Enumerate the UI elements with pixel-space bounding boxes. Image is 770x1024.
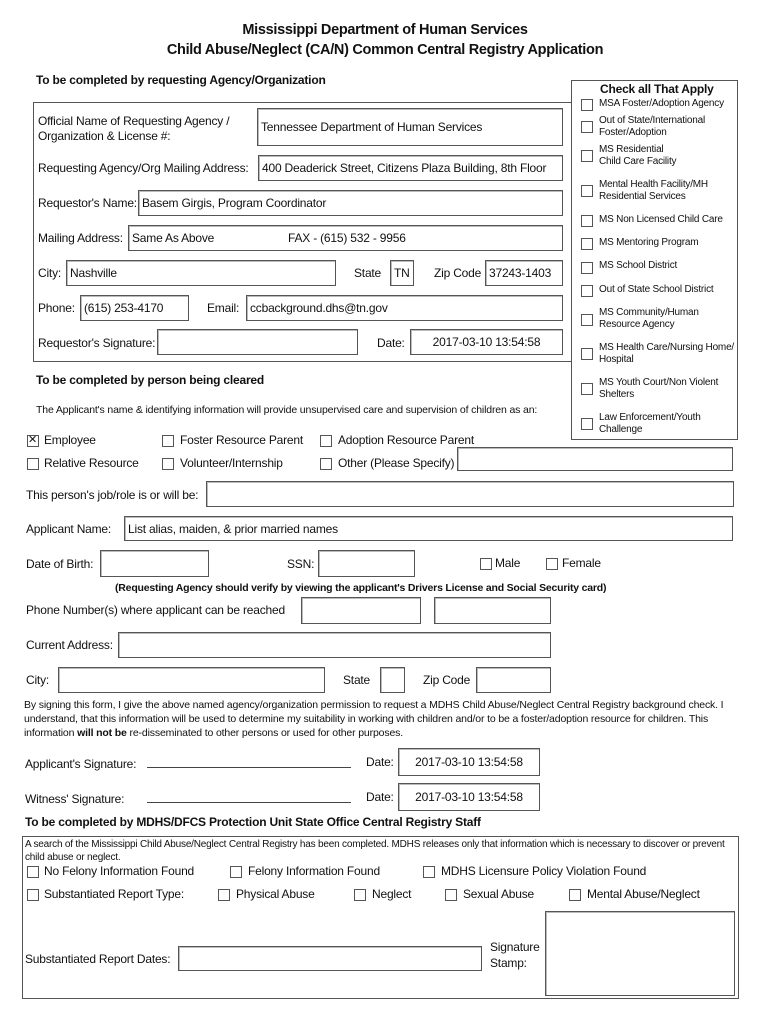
requestor-name-label: Requestor's Name:	[38, 196, 137, 210]
zip-field[interactable]: 37243-1403	[485, 260, 563, 286]
witness-signature-label: Witness' Signature:	[25, 792, 125, 806]
checkbox[interactable]	[581, 285, 593, 297]
checkbox[interactable]	[581, 238, 593, 250]
check-item-label-2: Resource Agency	[599, 319, 675, 330]
requestor-date-label: Date:	[377, 336, 405, 350]
checkbox[interactable]	[581, 99, 593, 111]
checkbox[interactable]	[581, 383, 593, 395]
mailing-label: Mailing Address:	[38, 231, 123, 245]
form-title-line2: Child Abuse/Neglect (CA/N) Common Central Registry Application	[166, 42, 604, 58]
requestor-signature-field[interactable]	[157, 329, 358, 355]
report-type-neglect[interactable]	[354, 887, 434, 903]
check-item-label: Law Enforcement/Youth	[599, 412, 701, 423]
finding-felony[interactable]	[230, 864, 400, 880]
job-role-field[interactable]	[206, 481, 734, 507]
role-relative-resource[interactable]	[26, 456, 156, 472]
report-type-label: Sexual Abuse	[463, 887, 534, 901]
finding-licensure-violation[interactable]	[423, 864, 673, 880]
male-checkbox[interactable]	[480, 558, 492, 570]
check-item-label: MS Mentoring Program	[599, 237, 699, 248]
role-other[interactable]	[320, 456, 460, 472]
gender-male[interactable]	[480, 556, 540, 572]
applicant-phone-1-field[interactable]	[301, 597, 421, 624]
email-field[interactable]: ccbackground.dhs@tn.gov	[246, 295, 563, 321]
applicant-name-field[interactable]: List alias, maiden, & prior married names	[124, 516, 733, 541]
role-label: Volunteer/Internship	[180, 456, 283, 470]
mailing-value: Same As Above	[132, 231, 215, 245]
check-all-heading: Check all That Apply	[600, 82, 714, 96]
check-item-6[interactable]	[580, 259, 735, 279]
applicant-state-label: State	[343, 673, 371, 687]
checkbox[interactable]	[581, 418, 593, 430]
mailing-address-field[interactable]: 400 Deaderick Street, Citizens Plaza Building, 8th Floor	[258, 155, 563, 181]
gender-female[interactable]	[546, 556, 616, 572]
check-item-label: MS Non Licensed Child Care	[599, 214, 723, 225]
ssn-label: SSN:	[287, 557, 315, 571]
current-address-field[interactable]	[118, 632, 551, 658]
no-felony-checkbox[interactable]	[27, 866, 39, 878]
finding-label: No Felony Information Found	[44, 864, 195, 878]
role-foster-resource-parent[interactable]	[162, 433, 312, 449]
check-item-label: Mental Health Facility/MH	[599, 179, 708, 190]
check-item-label-2: Foster/Adoption	[599, 127, 667, 138]
requestor-signature-label: Requestor's Signature:	[38, 336, 156, 350]
ssn-field[interactable]	[318, 550, 415, 577]
employee-checkbox[interactable]	[27, 435, 39, 447]
finding-label: Felony Information Found	[248, 864, 380, 878]
dob-label: Date of Birth:	[26, 557, 94, 571]
check-item-0[interactable]	[580, 97, 735, 117]
neglect-checkbox[interactable]	[354, 889, 366, 901]
report-dates-label: Substantiated Report Dates:	[25, 952, 171, 966]
foster-parent-checkbox[interactable]	[162, 435, 174, 447]
search-note: A search of the Mississippi Child Abuse/Neglect Central Registry has been completed. MDHS releases only that information which is necessary to discover or prevent child abuse or neglect.	[25, 839, 725, 863]
consent-text-1: By signing this form, I give the above named agency/organization permission to request a MDHS Child Abuse/Neglect Central Registry background check. I understand, that this information will be used to determine my suitability in working with children and/or to be a foster/adoption resource for children. This information	[24, 699, 724, 739]
check-item-label: MS School District	[599, 260, 678, 271]
checkbox[interactable]	[581, 215, 593, 227]
check-item-label: MSA Foster/Adoption Agency	[599, 98, 724, 109]
mailing-field[interactable]	[128, 225, 563, 251]
fax-value: FAX - (615) 532 - 9956	[288, 231, 406, 245]
check-item-1[interactable]	[580, 115, 735, 143]
mental-abuse-checkbox[interactable]	[569, 889, 581, 901]
role-volunteer-internship[interactable]	[162, 456, 312, 472]
applicant-intro: The Applicant's name & identifying information will provide unsupervised care and supervision of children as an:	[36, 404, 538, 416]
check-item-label: Out of State/International	[599, 115, 705, 126]
witness-signature-line[interactable]	[147, 802, 351, 803]
witness-date-field[interactable]: 2017-03-10 13:54:58	[398, 783, 540, 811]
felony-checkbox[interactable]	[230, 866, 242, 878]
role-label: Relative Resource	[44, 456, 139, 470]
requestor-date-field[interactable]: 2017-03-10 13:54:58	[410, 329, 563, 355]
check-item-4[interactable]	[580, 213, 735, 233]
role-label: Other (Please Specify)	[338, 456, 455, 470]
check-item-label-2: Residential Services	[599, 191, 686, 202]
applicant-city-label: City:	[26, 673, 50, 687]
applicant-phone-label: Phone Number(s) where applicant can be reached	[26, 603, 285, 617]
official-name-field[interactable]: Tennessee Department of Human Services	[257, 108, 563, 146]
signature-stamp-label-2: Stamp:	[490, 956, 527, 970]
checkbox[interactable]	[581, 185, 593, 197]
licensure-violation-checkbox[interactable]	[423, 866, 435, 878]
check-item-label-2: Hospital	[599, 354, 634, 365]
male-label: Male	[495, 556, 521, 570]
consent-text-2: re-disseminated to other persons or used for other purposes.	[126, 727, 404, 739]
volunteer-checkbox[interactable]	[162, 458, 174, 470]
state-field[interactable]: TN	[390, 260, 414, 286]
agency-section-heading: To be completed by requesting Agency/Organization	[36, 73, 326, 87]
check-item-8[interactable]	[580, 306, 735, 334]
report-type-substantiated[interactable]	[26, 887, 206, 903]
relative-resource-checkbox[interactable]	[27, 458, 39, 470]
check-item-label: MS Youth Court/Non Violent	[599, 377, 719, 388]
report-type-physical-abuse[interactable]	[218, 887, 338, 903]
checkbox[interactable]	[581, 314, 593, 326]
checkbox[interactable]	[581, 348, 593, 360]
adoption-parent-checkbox[interactable]	[320, 435, 332, 447]
applicant-phone-2-field[interactable]	[434, 597, 551, 624]
check-item-11[interactable]	[580, 411, 735, 439]
official-name-label-1: Official Name of Requesting Agency /	[38, 114, 230, 128]
check-item-5[interactable]	[580, 236, 735, 256]
job-role-label: This person's job/role is or will be:	[26, 488, 199, 502]
physical-abuse-checkbox[interactable]	[218, 889, 230, 901]
check-item-label-2: Child Care Facility	[599, 156, 677, 167]
check-item-9[interactable]	[580, 341, 735, 369]
form-title-line1: Mississippi Department of Human Services	[242, 22, 528, 38]
staff-section-heading: To be completed by MDHS/DFCS Protection Unit State Office Central Registry Staff	[25, 815, 481, 829]
applicant-city-field[interactable]	[58, 667, 325, 693]
check-item-label-2: Shelters	[599, 389, 635, 400]
check-item-label: MS Residential	[599, 144, 664, 155]
check-item-10[interactable]	[580, 376, 735, 404]
verify-note: (Requesting Agency should verify by viewing the applicant's Drivers License and Social Security card)	[115, 582, 607, 594]
applicant-section-heading: To be completed by person being cleared	[36, 373, 265, 387]
state-label: State	[354, 266, 382, 280]
mailing-address-label: Requesting Agency/Org Mailing Address:	[38, 161, 249, 175]
report-dates-field[interactable]	[178, 946, 482, 971]
finding-no-felony[interactable]	[26, 864, 216, 880]
substantiated-checkbox[interactable]	[27, 889, 39, 901]
report-type-label: Substantiated Report Type:	[44, 887, 185, 901]
applicant-date-field[interactable]: 2017-03-10 13:54:58	[398, 748, 540, 776]
check-item-3[interactable]	[580, 179, 735, 207]
dob-field[interactable]	[100, 550, 209, 577]
checkbox[interactable]	[581, 121, 593, 133]
applicant-date-label: Date:	[366, 755, 394, 769]
check-item-label: MS Health Care/Nursing Home/	[599, 342, 735, 353]
report-type-label: Neglect	[372, 887, 412, 901]
requestor-name-field[interactable]: Basem Girgis, Program Coordinator	[138, 190, 563, 216]
other-specify-field[interactable]	[457, 447, 733, 471]
current-address-label: Current Address:	[26, 638, 113, 652]
city-field[interactable]: Nashville	[66, 260, 336, 286]
applicant-zip-label: Zip Code	[423, 673, 471, 687]
check-item-label-2: Challenge	[599, 424, 643, 435]
checkbox[interactable]	[581, 150, 593, 162]
check-item-2[interactable]	[580, 144, 735, 172]
check-item-label: MS Community/Human	[599, 307, 699, 318]
role-label: Foster Resource Parent	[180, 433, 303, 447]
applicant-signature-label: Applicant's Signature:	[25, 757, 137, 771]
report-type-label: Physical Abuse	[236, 887, 315, 901]
female-checkbox[interactable]	[546, 558, 558, 570]
signature-stamp-label-1: Signature	[490, 940, 540, 954]
report-type-mental-abuse[interactable]	[569, 887, 729, 903]
city-label: City:	[38, 266, 62, 280]
official-name-label-2: Organization & License #:	[38, 129, 171, 143]
report-type-sexual-abuse[interactable]	[445, 887, 555, 903]
sexual-abuse-checkbox[interactable]	[445, 889, 457, 901]
applicant-state-field[interactable]	[380, 667, 405, 693]
signature-stamp-box[interactable]	[545, 911, 735, 996]
witness-date-label: Date:	[366, 790, 394, 804]
phone-field[interactable]: (615) 253-4170	[80, 295, 189, 321]
email-label: Email:	[207, 301, 240, 315]
check-item-label: Out of State School District	[599, 284, 714, 295]
consent-text-bold: will not be	[77, 727, 127, 739]
role-label: Employee	[44, 433, 96, 447]
female-label: Female	[562, 556, 601, 570]
applicant-signature-line[interactable]	[147, 767, 351, 768]
checkbox[interactable]	[581, 262, 593, 274]
applicant-zip-field[interactable]	[476, 667, 551, 693]
report-type-label: Mental Abuse/Neglect	[587, 887, 700, 901]
phone-label: Phone:	[38, 301, 75, 315]
applicant-name-label: Applicant Name:	[26, 522, 112, 536]
consent-paragraph	[24, 698, 744, 740]
check-item-7[interactable]	[580, 283, 735, 303]
zip-label: Zip Code	[434, 266, 482, 280]
finding-label: MDHS Licensure Policy Violation Found	[441, 864, 647, 878]
role-employee[interactable]	[26, 433, 156, 449]
role-label: Adoption Resource Parent	[338, 433, 474, 447]
other-checkbox[interactable]	[320, 458, 332, 470]
